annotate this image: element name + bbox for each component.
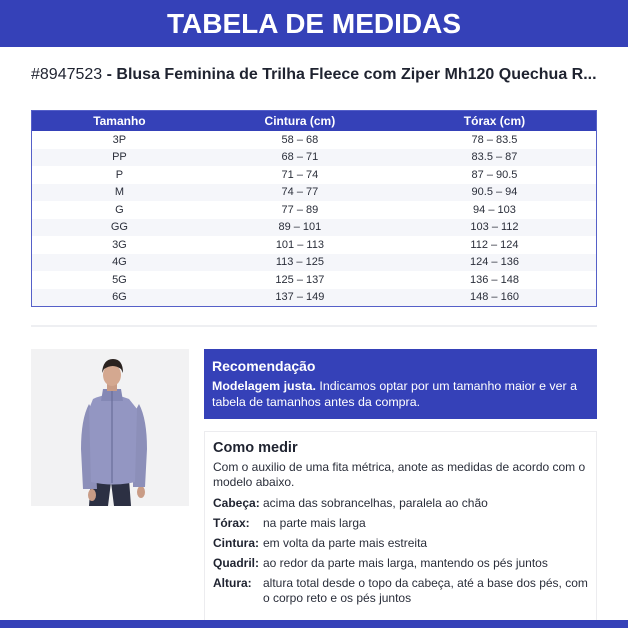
cell-size: GG xyxy=(32,219,207,237)
measure-item-head xyxy=(213,496,588,511)
cell-chest: 112 – 124 xyxy=(393,236,596,254)
product-image xyxy=(31,349,189,506)
measure-item-waist xyxy=(213,536,588,551)
cell-chest: 78 – 83.5 xyxy=(393,131,596,149)
table-row xyxy=(32,131,596,149)
recommendation-title: Recomendação xyxy=(212,358,316,374)
cell-size: 6G xyxy=(32,289,207,307)
cell-chest: 124 – 136 xyxy=(393,254,596,272)
table-row xyxy=(32,271,596,289)
table-row xyxy=(32,219,596,237)
cell-size: 3P xyxy=(32,131,207,149)
how-to-measure-intro: Com o auxilio de uma fita métrica, anote as medidas de acordo com o modelo abaixo. xyxy=(213,460,586,489)
size-table xyxy=(32,111,596,306)
footer-bar xyxy=(0,620,628,628)
recommendation-box xyxy=(204,349,597,419)
column-header-chest: Tórax (cm) xyxy=(393,111,596,131)
product-sku: #8947523 xyxy=(31,66,103,83)
cell-size: M xyxy=(32,184,207,202)
recommendation-fit: Modelagem justa. xyxy=(212,379,316,393)
cell-chest: 90.5 – 94 xyxy=(393,184,596,202)
cell-chest: 148 – 160 xyxy=(393,289,596,307)
cell-waist: 77 – 89 xyxy=(207,201,393,219)
measure-desc: acima das sobrancelhas, paralela ao chão xyxy=(263,496,488,510)
table-row xyxy=(32,289,596,307)
product-separator: - xyxy=(102,66,117,83)
cell-size: 4G xyxy=(32,254,207,272)
section-divider xyxy=(31,325,597,327)
cell-waist: 125 – 137 xyxy=(207,271,393,289)
measure-desc: em volta da parte mais estreita xyxy=(263,536,428,550)
table-row xyxy=(32,236,596,254)
table-row xyxy=(32,184,596,202)
measure-desc: na parte mais larga xyxy=(263,516,366,530)
cell-size: PP xyxy=(32,149,207,167)
table-header-row xyxy=(32,111,596,131)
cell-chest: 83.5 – 87 xyxy=(393,149,596,167)
table-row xyxy=(32,149,596,167)
measure-desc: ao redor da parte mais larga, mantendo os pés juntos xyxy=(263,556,548,570)
cell-chest: 103 – 112 xyxy=(393,219,596,237)
cell-waist: 101 – 113 xyxy=(207,236,393,254)
model-photo-illustration xyxy=(31,349,189,506)
size-table-container xyxy=(31,110,597,307)
column-header-size: Tamanho xyxy=(32,111,207,131)
header-banner xyxy=(0,0,628,47)
measure-label: Quadril: xyxy=(213,556,260,570)
measure-item-hip xyxy=(213,556,588,571)
cell-waist: 68 – 71 xyxy=(207,149,393,167)
cell-waist: 74 – 77 xyxy=(207,184,393,202)
table-row xyxy=(32,166,596,184)
table-row xyxy=(32,254,596,272)
product-name: Blusa Feminina de Trilha Fleece com Ziper Mh120 Quechua R... xyxy=(116,66,597,83)
measure-desc: altura total desde o topo da cabeça, até a base dos pés, com o corpo reto e os pés juntos xyxy=(263,576,588,605)
cell-waist: 113 – 125 xyxy=(207,254,393,272)
product-title xyxy=(31,66,606,84)
column-header-waist: Cintura (cm) xyxy=(207,111,393,131)
measure-item-chest xyxy=(213,516,588,531)
measure-item-height xyxy=(213,576,588,606)
cell-size: 5G xyxy=(32,271,207,289)
measure-label: Altura: xyxy=(213,576,252,590)
how-to-measure-box xyxy=(204,431,597,621)
measure-label: Cintura: xyxy=(213,536,259,550)
cell-waist: 89 – 101 xyxy=(207,219,393,237)
table-row xyxy=(32,201,596,219)
cell-chest: 136 – 148 xyxy=(393,271,596,289)
cell-waist: 71 – 74 xyxy=(207,166,393,184)
cell-size: G xyxy=(32,201,207,219)
measure-label: Tórax: xyxy=(213,516,250,530)
cell-waist: 58 – 68 xyxy=(207,131,393,149)
cell-chest: 87 – 90.5 xyxy=(393,166,596,184)
recommendation-text xyxy=(212,378,589,410)
cell-waist: 137 – 149 xyxy=(207,289,393,307)
measure-label: Cabeça: xyxy=(213,496,260,510)
how-to-measure-title: Como medir xyxy=(213,440,298,456)
cell-chest: 94 – 103 xyxy=(393,201,596,219)
page-title: TABELA DE MEDIDAS xyxy=(167,7,461,39)
cell-size: 3G xyxy=(32,236,207,254)
recommendation-advice: Indicamos optar por um tamanho maior e ver a tabela de tamanhos antes da compra. xyxy=(212,379,577,409)
cell-size: P xyxy=(32,166,207,184)
